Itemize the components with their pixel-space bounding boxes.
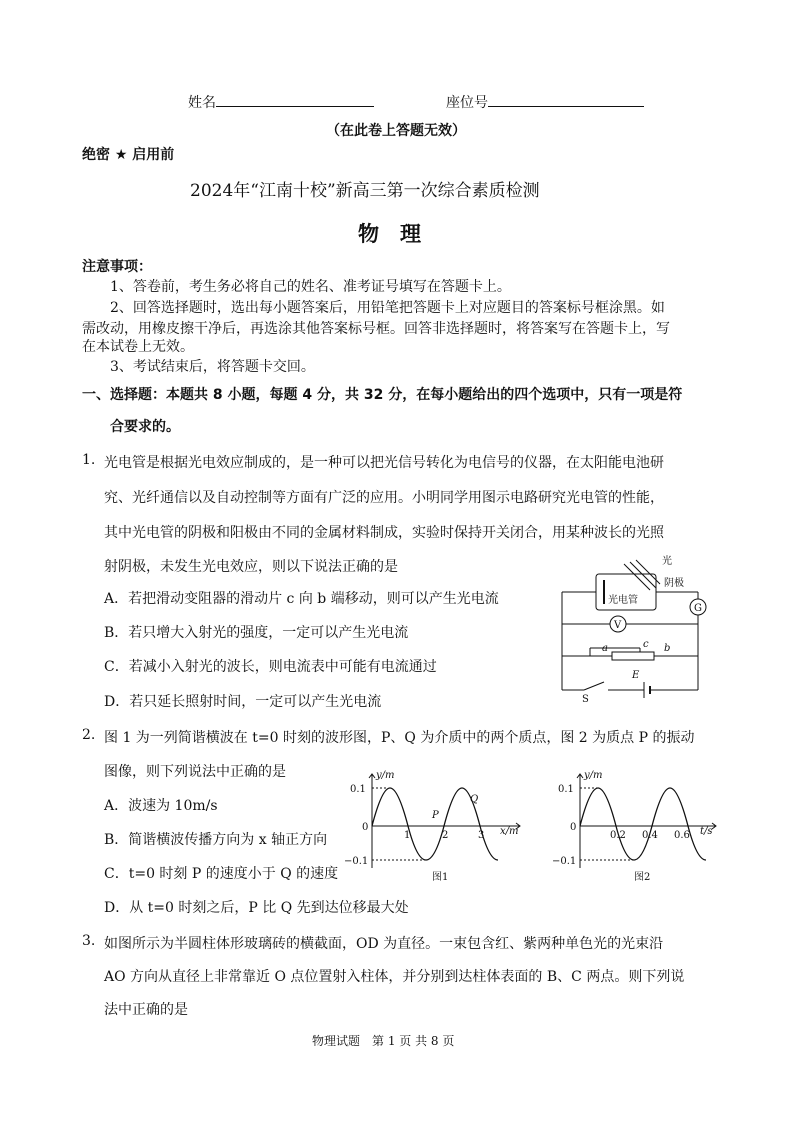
fig2-ytick-bottom: −0.1: [552, 856, 577, 867]
q1-option-c: C．若减小入射光的波长，则电流表中可能有电流通过: [104, 659, 437, 675]
q1-stem-3: 其中光电管的阴极和阳极由不同的金属材料制成，实验时保持开关闭合，用某种波长的光照: [104, 525, 664, 541]
a-label: a: [602, 643, 608, 654]
q3-stem-1: 如图所示为半圆柱体形玻璃砖的横截面，OD 为直径。一束包含红、紫两种单色光的光束沿: [104, 936, 664, 952]
fig1-xtick-2: 2: [442, 830, 449, 841]
fig1-ytick-bottom: −0.1: [344, 856, 369, 867]
fig2-ytick-top: 0.1: [558, 784, 574, 795]
light-label: 光: [662, 556, 672, 567]
fig2-xtick-06: 0.6: [674, 830, 690, 841]
subject-title: 物 理: [358, 222, 421, 246]
fig2-ytick-zero: 0: [570, 822, 577, 833]
rheostat: [612, 652, 654, 660]
note-2b: 需改动，用橡皮擦干净后，再选涂其他答案标号框。回答非选择题时，将答案写在答题卡上，写: [82, 321, 670, 337]
fig1-xtick-3: 3: [478, 830, 485, 841]
fig2-xtick-02: 0.2: [610, 830, 626, 841]
invalid-note: （在此卷上答题无效）: [326, 123, 466, 139]
q1-stem-2: 究、光纤通信以及自动控制等方面有广泛的应用。小明同学用图示电路研究光电管的性能，: [104, 490, 664, 506]
q2-option-b: B．简谐横波传播方向为 x 轴正方向: [104, 832, 328, 848]
section-heading-cont: 合要求的。: [110, 419, 180, 435]
section-heading: 一、选择题：本题共 8 小题，每题 4 分，共 32 分，在每小题给出的四个选项中，只有一项是符: [82, 387, 683, 403]
c-label: c: [643, 639, 649, 650]
fig1-y-label: y/m: [376, 770, 395, 781]
q2-number: 2.: [82, 727, 96, 743]
seat-blank: [488, 92, 644, 107]
q1-stem-1: 光电管是根据光电效应制成的，是一种可以把光信号转化为电信号的仪器，在太阳能电池研: [104, 455, 664, 471]
e-label: E: [632, 670, 640, 681]
q3-stem-3: 法中正确的是: [104, 1002, 188, 1018]
fig2-caption: 图2: [634, 872, 651, 883]
wave-curve: [372, 788, 498, 860]
name-label: 姓名: [188, 95, 216, 111]
note-2c: 在本试卷上无效。: [82, 339, 194, 355]
note-3: 3、考试结束后，将答题卡交回。: [110, 359, 315, 375]
name-blank: [216, 92, 374, 107]
v-label: V: [614, 620, 622, 631]
q1-option-b: B．若只增大入射光的强度，一定可以产生光电流: [104, 625, 409, 641]
fig2-xtick-04: 0.4: [642, 830, 658, 841]
secret-mark: 绝密 ★ 启用前: [82, 147, 175, 163]
fig1-ytick-zero: 0: [362, 822, 369, 833]
q1-number: 1.: [82, 452, 96, 468]
note-1: 1、答卷前，考生务必将自己的姓名、准考证号填写在答题卡上。: [110, 279, 511, 295]
q3-number: 3.: [82, 933, 96, 949]
vibration-curve: [580, 788, 706, 860]
q2-option-a: A．波速为 10m/s: [104, 798, 218, 814]
wave-graph-fig1: [340, 768, 530, 886]
fig1-x-label: x/m: [500, 826, 519, 837]
fig2-y-label: y/m: [584, 770, 603, 781]
b-label: b: [664, 643, 671, 654]
photoelectric-circuit-diagram: [550, 552, 720, 702]
vibration-graph-fig2: [548, 768, 724, 886]
q2-option-c: C．t=0 时刻 P 的速度小于 Q 的速度: [104, 866, 339, 882]
notes-heading: 注意事项：: [82, 259, 152, 275]
q2-stem-2: 图像，则下列说法中正确的是: [104, 764, 286, 780]
q2-option-d: D．从 t=0 时刻之后，P 比 Q 先到达位移最大处: [104, 900, 409, 916]
q1-option-a: A．若把滑动变阻器的滑动片 c 向 b 端移动，则可以产生光电流: [104, 591, 499, 607]
point-p-label: P: [432, 810, 439, 821]
fig1-xtick-1: 1: [404, 830, 411, 841]
fig2-x-label: t/s: [700, 826, 713, 837]
seat-label: 座位号: [446, 95, 488, 111]
seat-field: [446, 92, 644, 112]
tube-label: 光电管: [608, 595, 638, 606]
s-label: S: [582, 694, 589, 702]
switch-symbol: [584, 682, 604, 690]
point-q-label: Q: [470, 794, 479, 805]
fig1-caption: 图1: [432, 872, 449, 883]
g-label: G: [694, 603, 702, 614]
cathode-label: 阴极: [664, 578, 684, 589]
note-2a: 2、回答选择题时，选出每小题答案后，用铅笔把答题卡上对应题目的答案标号框涂黑。如: [110, 300, 665, 316]
name-field: [188, 92, 374, 112]
q3-stem-2: AO 方向从直径上非常靠近 O 点位置射入柱体，并分别到达柱体表面的 B、C 两点。则下列说: [104, 969, 685, 985]
q2-stem-1: 图 1 为一列简谐横波在 t=0 时刻的波形图，P、Q 为介质中的两个质点，图 2 为质点 P 的振动: [104, 730, 695, 746]
q1-stem-4: 射阴极，未发生光电效应，则以下说法正确的是: [104, 559, 398, 575]
fig1-ytick-top: 0.1: [350, 784, 366, 795]
q1-option-d: D．若只延长照射时间，一定可以产生光电流: [104, 694, 382, 710]
page-footer: 物理试题 第 1 页 共 8 页: [312, 1034, 455, 1048]
exam-title: 2024年“江南十校”新高三第一次综合素质检测: [190, 181, 540, 201]
